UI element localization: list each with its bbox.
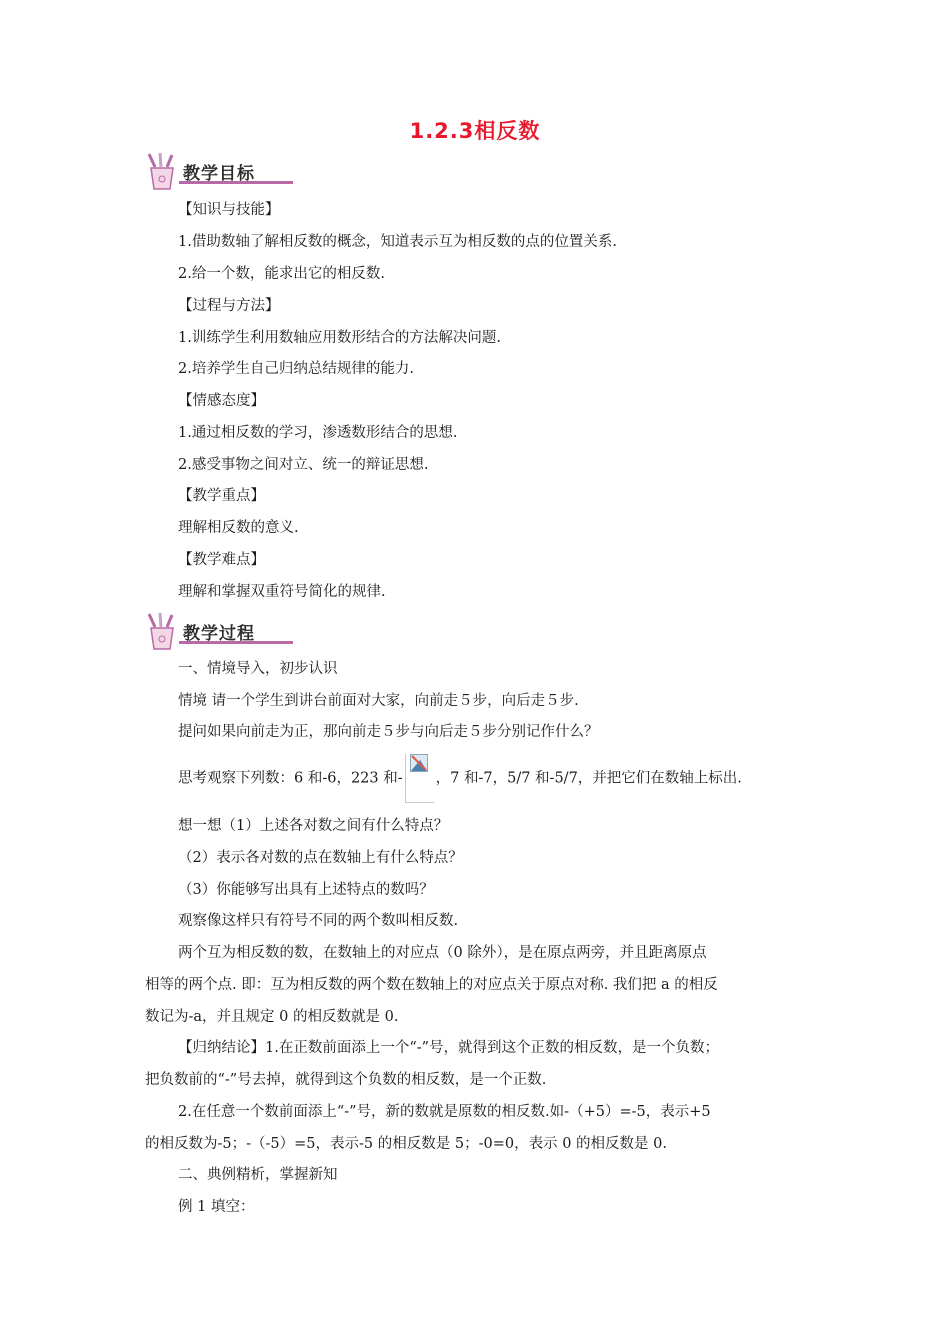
text-line: 1.借助数轴了解相反数的概念，知道表示互为相反数的点的位置关系. bbox=[178, 234, 617, 250]
page-title: 1.2.3相反数 bbox=[409, 119, 541, 143]
text-line: 两个互为相反数的数，在数轴上的对应点（0 除外），是在原点两旁，并且距离原点 bbox=[178, 945, 707, 961]
text-line: 1.训练学生利用数轴应用数形结合的方法解决问题. bbox=[178, 330, 501, 346]
text-line: 理解和掌握双重符号简化的规律. bbox=[178, 584, 386, 600]
text-line: 数记为-a，并且规定 0 的相反数就是 0. bbox=[145, 1009, 399, 1025]
text-segment: ，7 和-7，5/7 和-5/7，并把它们在数轴上标出. bbox=[435, 770, 742, 787]
section-heading: 教学目标 bbox=[183, 164, 255, 184]
text-line: 【教学难点】 bbox=[178, 552, 265, 568]
text-line: 2.感受事物之间对立、统一的辩证思想. bbox=[178, 457, 429, 473]
broken-image-icon bbox=[405, 754, 434, 803]
text-line: （3）你能够写出具有上述特点的数吗？ bbox=[178, 882, 434, 898]
text-line: 1.通过相反数的学习，渗透数形结合的思想. bbox=[178, 425, 458, 441]
text-line: 观察像这样只有符号不同的两个数叫相反数. bbox=[178, 913, 459, 929]
text-line: 例 1 填空： bbox=[178, 1199, 255, 1215]
pencil-cup-icon bbox=[143, 612, 183, 652]
text-line: 【过程与方法】 bbox=[178, 298, 280, 314]
pencil-cup-icon bbox=[143, 152, 183, 192]
text-line: 【情感态度】 bbox=[178, 393, 265, 409]
text-line: 理解相反数的意义. bbox=[178, 520, 299, 536]
text-line: 【归纳结论】1.在正数前面添上一个“-”号，就得到这个正数的相反数，是一个负数； bbox=[178, 1040, 720, 1056]
text-line: 提问如果向前走为正，那向前走５步与向后走５步分别记作什么？ bbox=[178, 724, 599, 740]
section-banner-process bbox=[143, 612, 293, 652]
text-line: 的相反数为-5；-（-5）=5，表示-5 的相反数是 5；-0=0，表示 0 的相反数是 0. bbox=[145, 1136, 667, 1152]
section-heading: 教学过程 bbox=[183, 624, 255, 644]
text-segment: 思考观察下列数：6 和-6，223 和- bbox=[178, 770, 403, 787]
text-line: 一、情境导入，初步认识 bbox=[178, 661, 338, 677]
text-line: 想一想（1）上述各对数之间有什么特点？ bbox=[178, 818, 449, 834]
text-line: 二、典例精析，掌握新知 bbox=[178, 1167, 338, 1183]
text-line: 相等的两个点. 即：互为相反数的两个数在数轴上的对应点关于原点对称. 我们把 a 的相反 bbox=[145, 977, 718, 993]
text-line bbox=[178, 754, 742, 803]
text-line: （2）表示各对数的点在数轴上有什么特点？ bbox=[178, 850, 463, 866]
section-banner-objectives bbox=[143, 152, 293, 192]
text-line: 把负数前的“-”号去掉，就得到这个负数的相反数，是一个正数. bbox=[145, 1072, 547, 1088]
text-line: 【教学重点】 bbox=[178, 488, 265, 504]
text-line: 情境 请一个学生到讲台前面对大家，向前走５步，向后走５步. bbox=[178, 693, 579, 709]
text-line: 【知识与技能】 bbox=[178, 202, 280, 218]
text-line: 2.给一个数，能求出它的相反数. bbox=[178, 266, 385, 282]
text-line: 2.在任意一个数前面添上“-”号，新的数就是原数的相反数.如-（+5）=-5，表示+5 bbox=[178, 1104, 711, 1120]
text-line: 2.培养学生自己归纳总结规律的能力. bbox=[178, 361, 414, 377]
